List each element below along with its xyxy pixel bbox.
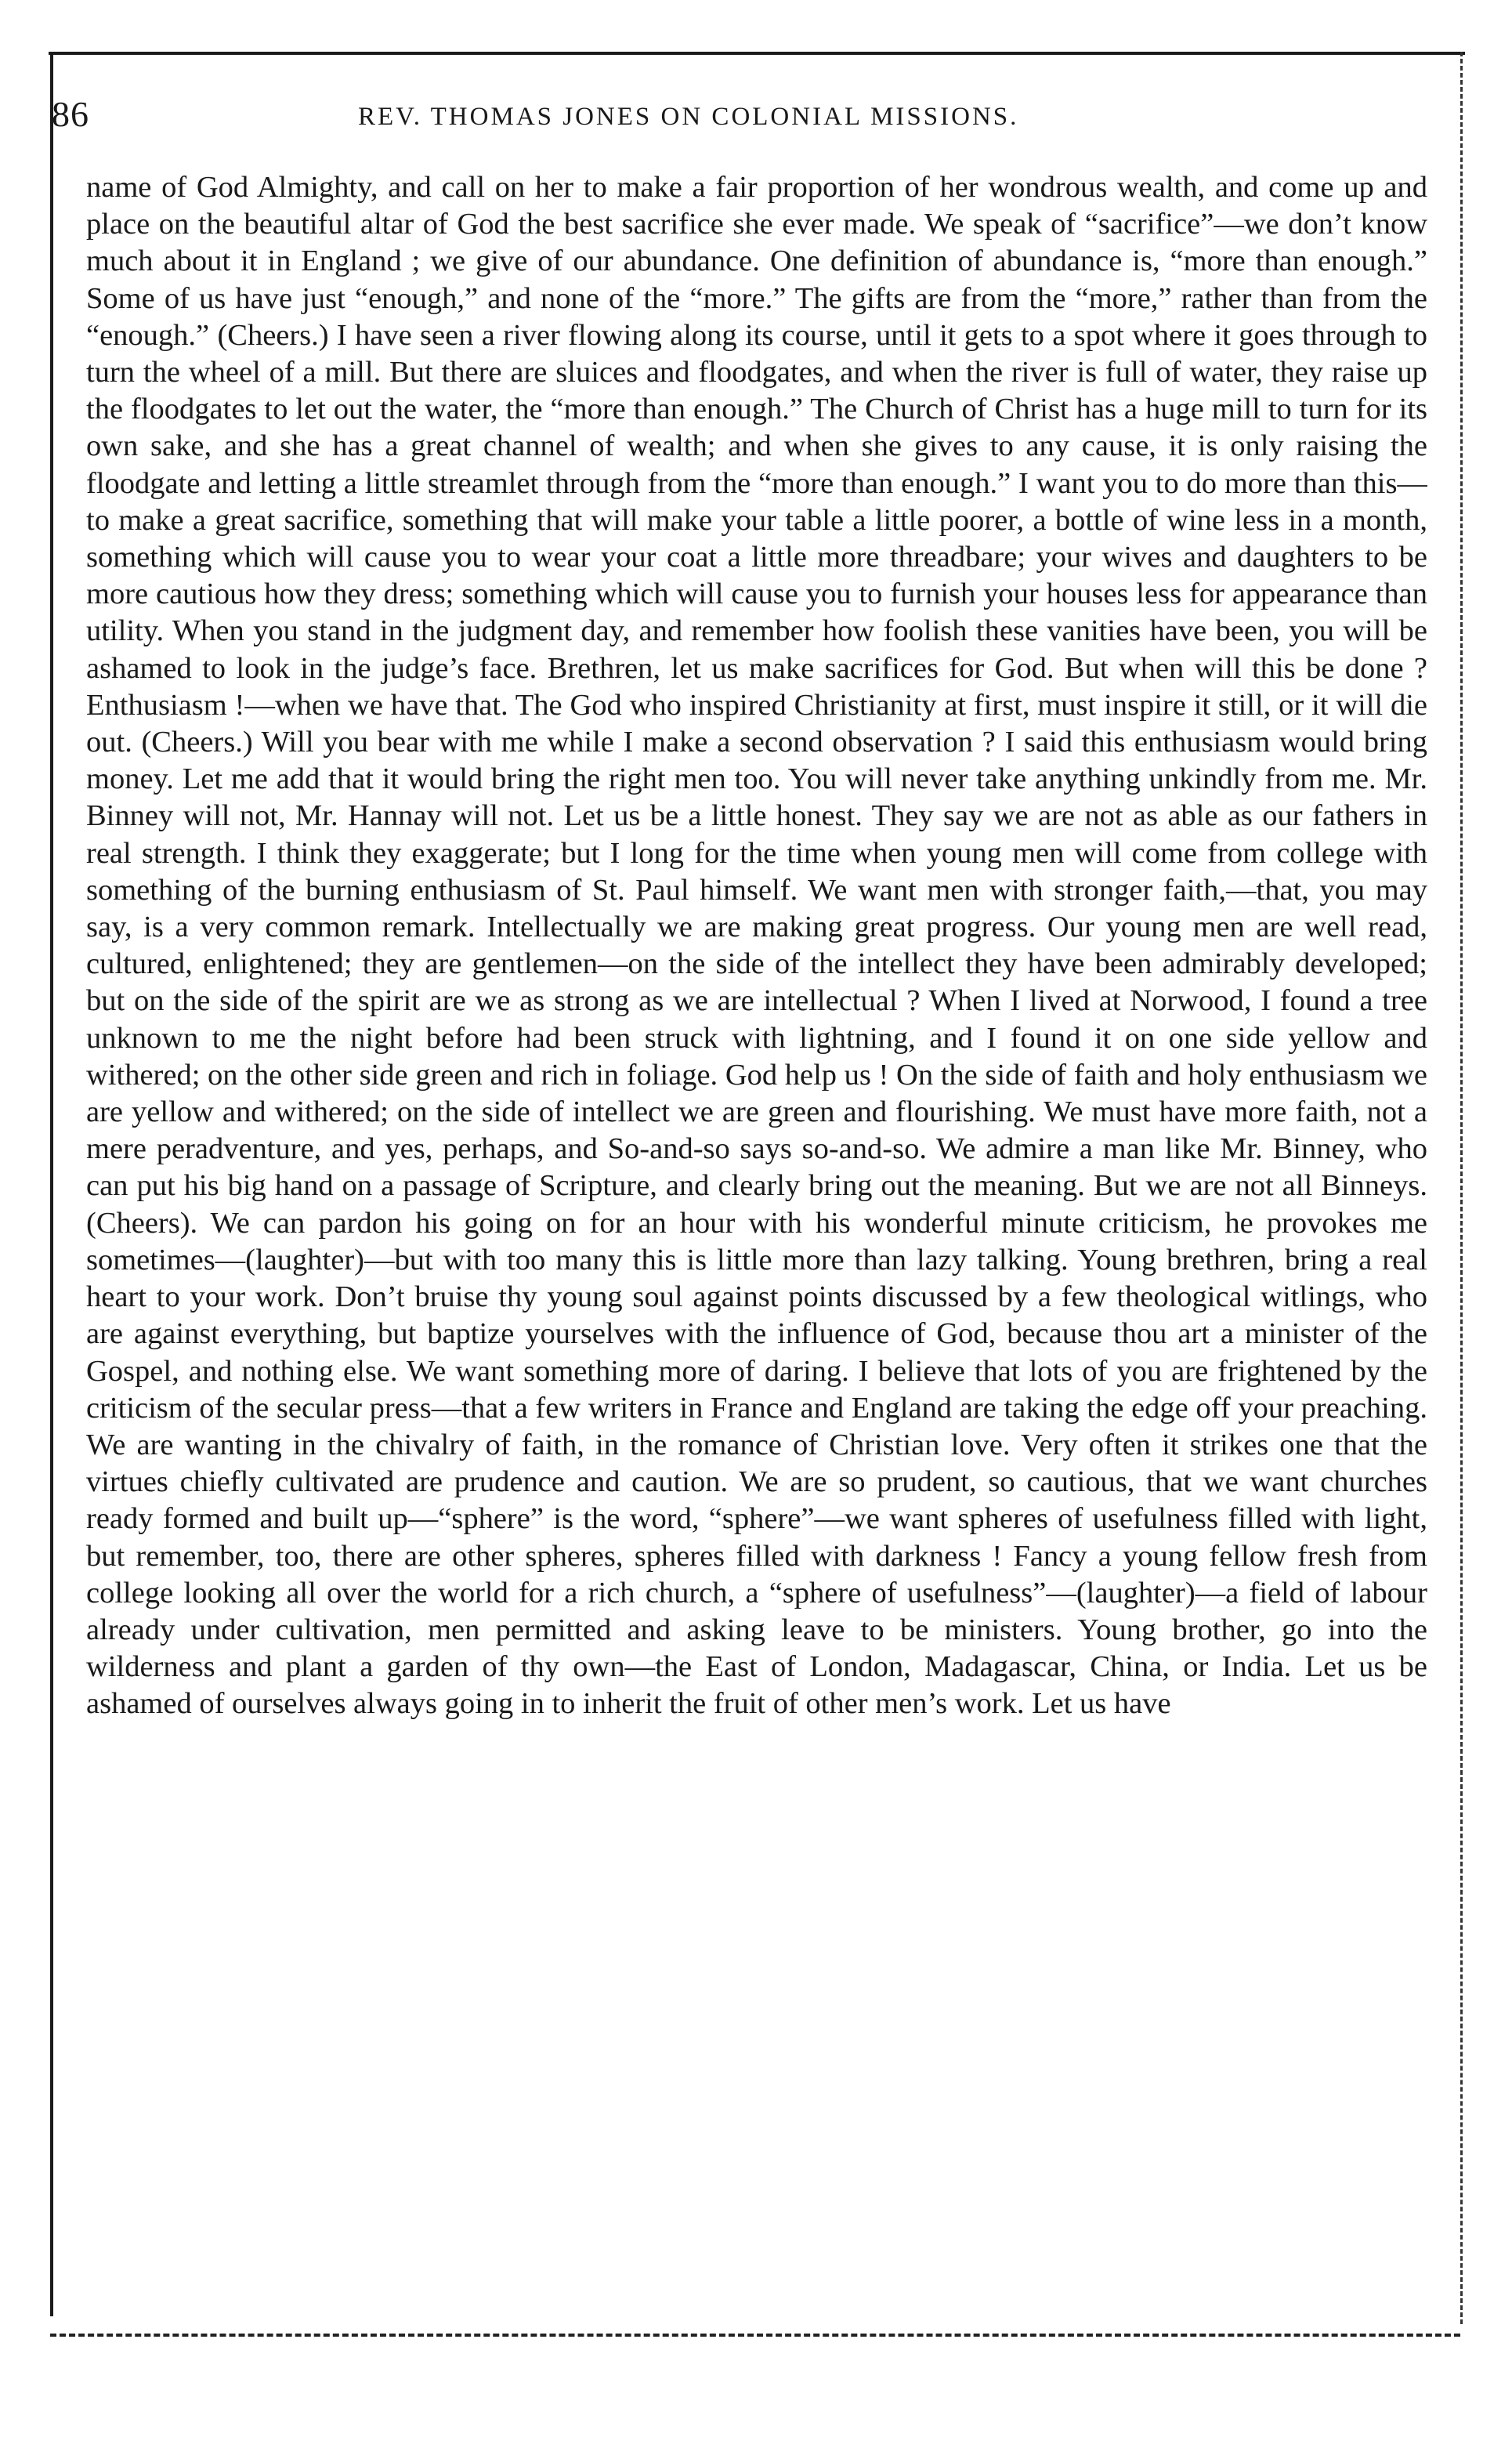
page-number: 86 — [52, 94, 89, 134]
running-head: REV. THOMAS JONES ON COLONIAL MISSIONS. — [358, 103, 1019, 131]
right-border — [1460, 52, 1463, 2324]
left-border — [50, 52, 53, 2316]
body-text: name of God Almighty, and call on her to make a fair proportion of her wondrous wealth, and come up and place on the beautiful altar of God the best sacrifice she ever made. We speak of “sacrifice”—we don’t know much about it in England ; we give of our abundance. One definition of abundance is, “more than enough.” Some of us have just “enough,” and none of the “more.” The gifts are from the “more,” rather than from the “enough.” (Cheers.) I have seen a river flowing along its course, until it gets to a spot where it goes through to turn the wheel of a mill. But there are sluices and floodgates, and when the river is full of water, they raise up the floodgates to let out the water, the “more than enough.” The Church of Christ has a huge mill to turn for its own sake, and she has a great channel of wealth; and when she gives to any cause, it is only raising the floodgate and letting a little streamlet through from the “more than enough.” I want you to do more than this—to make a great sacrifice, something that will make your table a little poorer, a bottle of wine less in a month, something which will cause you to wear your coat a little more threadbare; your wives and daughters to be more cautious how they dress; something which will cause you to furnish your houses less for appearance than utility. When you stand in the judgment day, and remember how foolish these vanities have been, you will be ashamed to look in the judge’s face. Brethren, let us make sacrifices for God. But when will this be done ? Enthusiasm !—when we have that. The God who inspired Christianity at first, must inspire it still, or it will die out. (Cheers.) Will you bear with me while I make a second observation ? I said this enthusiasm would bring money. Let me add that it would bring the right men too. You will never take anything unkindly from me. Mr. Binney will not, Mr. Hannay will not. Let us be a little honest. They say we are not as able as our fathers in real strength. I think they exaggerate; but I long for the time when young men will come from college with something of the burning enthusiasm of St. Paul himself. We want men with stronger faith,—that, you may say, is a very common remark. Intellectually we are making great progress. Our young men are well read, cultured, enlightened; they are gentlemen—on the side of the intellect they have been admirably developed; but on the side of the spirit are we as strong as we are intellectual ? When I lived at Norwood, I found a tree unknown to me the night before had been struck with lightning, and I found it on one side yellow and withered; on the other side green and rich in foliage. God help us ! On the side of faith and holy enthusiasm we are yellow and withered; on the side of intellect we are green and flourishing. We must have more faith, not a mere peradventure, and yes, perhaps, and So-and-so says so-and-so. We admire a man like Mr. Binney, who can put his big hand on a passage of Scripture, and clearly bring out the meaning. But we are not all Binneys. (Cheers). We can pardon his going on for an hour with his wonderful minute criticism, he provokes me sometimes—(laughter)—but with too many this is little more than lazy talking. Young brethren, bring a real heart to your work. Don’t bruise thy young soul against points discussed by a few theological witlings, who are against everything, but baptize yourselves with the influence of God, because thou art a minister of the Gospel, and nothing else. We want something more of daring. I believe that lots of you are frightened by the criticism of the secular press—that a few writers in France and England are taking the edge off your preaching. We are wanting in the chivalry of faith, in the romance of Christian love. Very often it strikes one that the virtues chiefly cultivated are prudence and caution. We are so prudent, so cautious, that we want churches ready formed and built up—“sphere” is the word, “sphere”—we want spheres of usefulness filled with light, but remember, too, there are other spheres, spheres filled with darkness ! Fancy a young fellow fresh from college looking all over the world for a rich church, a “sphere of usefulness”—(laughter)—a field of labour already under cultivation, men permitted and asking leave to be ministers. Young brother, go into the wilderness and plant a garden of thy own—the East of London, Madagascar, China, or India. Let us be ashamed of ourselves always going in to inherit the fruit of other men’s work. Let us have — [86, 171, 1427, 1721]
top-rule — [49, 52, 1465, 55]
bottom-rule — [50, 2334, 1460, 2337]
page-header — [49, 92, 1459, 139]
